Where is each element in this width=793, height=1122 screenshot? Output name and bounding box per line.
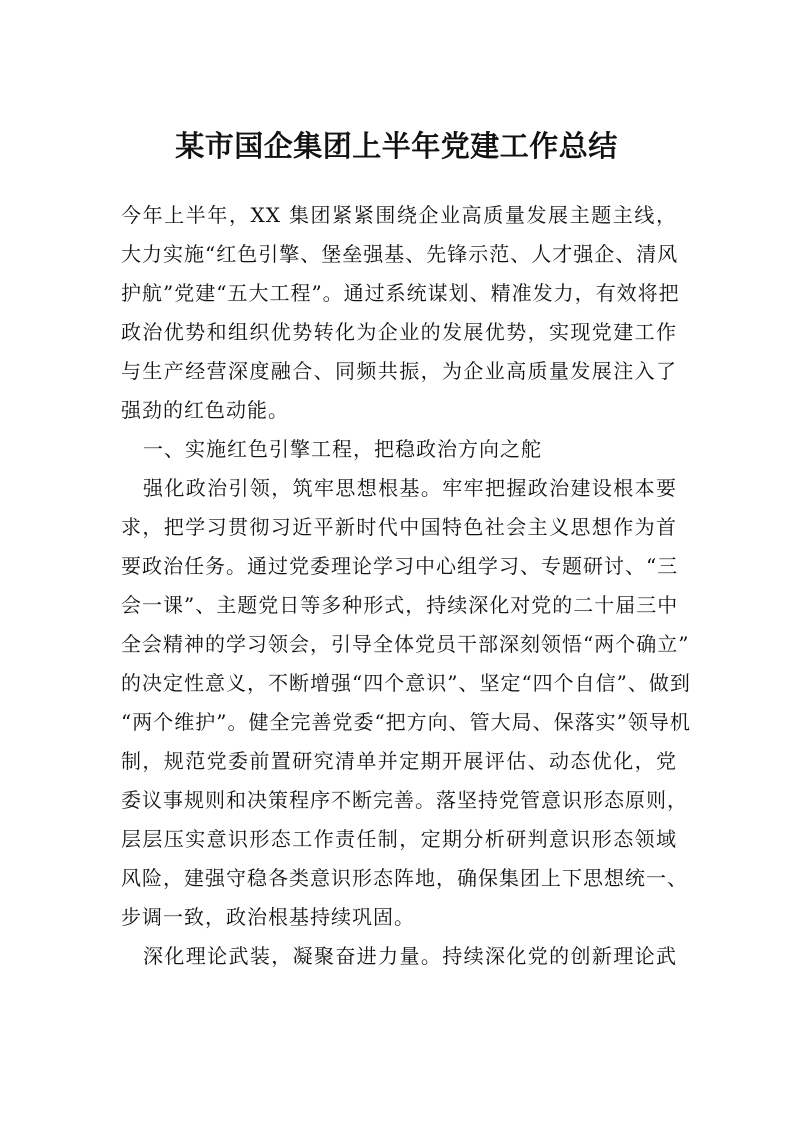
text-line: 求，把学习贯彻习近平新时代中国特色社会主义思想作为首 [121,515,677,539]
text-line: 要政治任务。通过党委理论学习中心组学习、专题研讨、“三 [121,554,679,578]
text-line: “两个维护”。健全完善党委“把方向、管大局、保落实”领导机 [121,710,691,734]
text-line: 深化理论武装，凝聚奋进力量。持续深化党的创新理论武 [143,944,677,968]
document-title: 某市国企集团上半年党建工作总结 [175,129,618,163]
text-line: 政治优势和组织优势转化为企业的发展优势，实现党建工作 [121,320,677,344]
text-line: 护航”党建“五大工程”。通过系统谋划、精准发力，有效将把 [121,281,680,305]
document-body [121,196,691,976]
text-line: 大力实施“红色引擎、堡垒强基、先锋示范、人才强企、清风 [121,242,679,266]
section-heading [121,430,677,469]
paragraph-political-leadership [121,469,691,937]
text-line: 强化政治引领，筑牢思想根基。牢牢把握政治建设根本要 [143,476,677,500]
text-line: 强劲的红色动能。 [121,398,289,422]
text-line: 层层压实意识形态工作责任制，定期分析研判意识形态领域 [121,827,677,851]
text-line: 委议事规则和决策程序不断完善。落坚持党管意识形态原则， [121,788,688,812]
paragraph-theory-arming [121,937,677,976]
text-line: 今年上半年，XX 集团紧紧围绕企业高质量发展主题主线， [121,203,677,227]
text-line: 的决定性意义，不断增强“四个意识”、坚定“四个自信”、做到 [121,671,691,695]
text-line: 与生产经营深度融合、同频共振，为企业高质量发展注入了 [121,359,677,383]
text-line: 全会精神的学习领会，引导全体党员干部深刻领悟“两个确立” [121,632,690,656]
text-line: 风险，建强守稳各类意识形态阵地，确保集团上下思想统一、 [121,866,688,890]
text-line: 步调一致，政治根基持续巩固。 [121,905,415,929]
paragraph-intro [121,196,680,430]
text-line: 会一课”、主题党日等多种形式，持续深化对党的二十届三中 [121,593,679,617]
section-heading-text: 一、实施红色引擎工程，把稳政治方向之舵 [143,437,542,461]
text-line: 制，规范党委前置研究清单并定期开展评估、动态优化，党 [121,749,677,773]
